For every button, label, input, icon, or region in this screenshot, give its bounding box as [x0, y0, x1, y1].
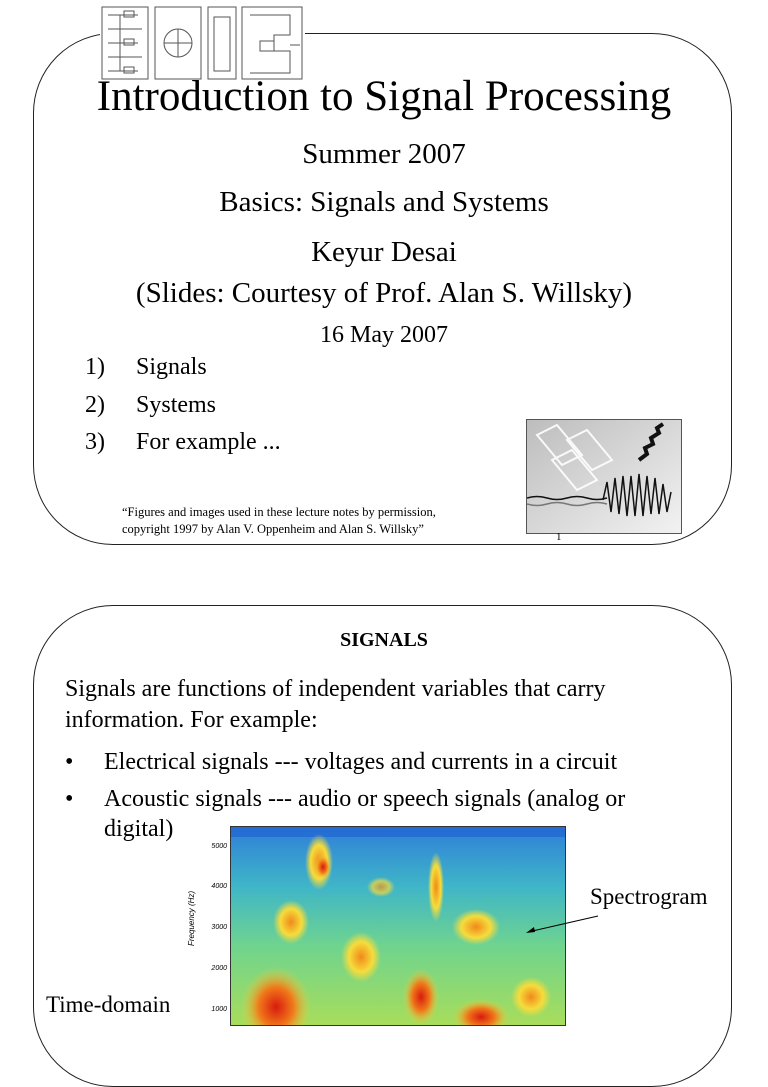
y-tick-label: 2000 [211, 965, 227, 972]
presentation-title: Introduction to Signal Processing [96, 73, 672, 120]
term-subtitle: Summer 2007 [302, 138, 466, 170]
list-number: 2) [85, 392, 105, 418]
arrow-icon [520, 910, 600, 940]
bullet-text: Electrical signals --- voltages and currents in a circuit [104, 749, 618, 775]
bullet-text: Acoustic signals --- audio or speech signals (analog or [104, 786, 626, 812]
presentation-date: 16 May 2007 [320, 322, 448, 348]
intro-paragraph: Signals are functions of independent variables that carry information. For example: [65, 676, 606, 733]
spectrogram-image [230, 826, 566, 1026]
list-item-text: Signals [136, 354, 207, 380]
time-domain-label: Time-domain [46, 992, 171, 1017]
copyright-note [122, 504, 436, 538]
copyright-note-line: copyright 1997 by Alan V. Oppenheim and Alan S. Willsky” [122, 522, 424, 536]
topic-subtitle: Basics: Signals and Systems [219, 186, 549, 218]
list-number: 1) [85, 354, 105, 380]
bullet-text-continued: digital) [104, 816, 174, 842]
list-number: 3) [85, 429, 105, 455]
list-item-text: Systems [136, 392, 217, 418]
copyright-note-line: “Figures and images used in these lecture notes by permission, [122, 505, 436, 519]
bullet-icon: • [65, 786, 74, 812]
y-tick-label: 3000 [211, 924, 227, 931]
y-axis-label: Frequency (Hz) [187, 890, 196, 946]
y-tick-label: 4000 [211, 883, 227, 890]
list-item-text: For example ... [136, 429, 281, 455]
circuit-logo-image [100, 5, 305, 81]
spectrogram-y-axis [185, 826, 230, 1024]
signal-waveform-image [526, 419, 682, 534]
page-number: 1 [556, 531, 562, 543]
spectrogram-label: Spectrogram [590, 884, 708, 909]
slides-credit: (Slides: Courtesy of Prof. Alan S. Willsky) [135, 277, 633, 309]
y-tick-label: 5000 [211, 843, 227, 850]
slide-heading: SIGNALS [340, 629, 428, 651]
bullet-icon: • [65, 749, 74, 775]
y-tick-label: 1000 [211, 1006, 227, 1013]
author-name: Keyur Desai [311, 236, 457, 268]
